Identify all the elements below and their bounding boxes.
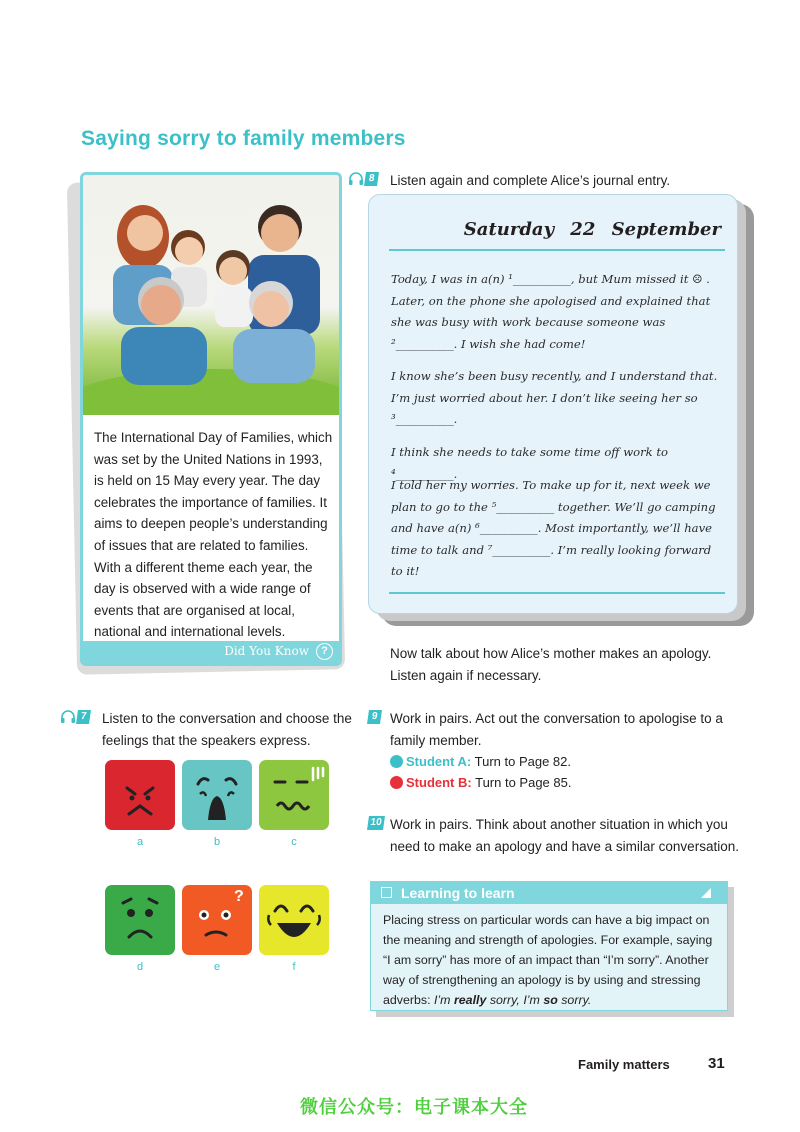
activity-8-instruction: Listen again and complete Alice’s journal entry.: [390, 173, 671, 188]
did-you-know-label: Did You Know: [224, 644, 309, 658]
headphones-icon: [348, 172, 364, 186]
activity-9-number: 9: [367, 710, 382, 724]
checkbox-icon: [381, 887, 392, 898]
did-you-know-text: The International Day of Families, which was set by the United Nations in 1993, is held on 15 May every year. The day celebrates the importance of families. It aims to deepen people’s understanding of issues that are related to families. With a different theme each year, the day is observed with a wide range of events that are organised at local, national and international levels.: [94, 430, 333, 640]
student-a-text: Turn to Page 82.: [474, 754, 571, 769]
example-2-post: sorry.: [561, 993, 592, 1007]
example-1-post: sorry,: [489, 993, 520, 1007]
angry-face-icon[interactable]: [105, 760, 175, 830]
face-label-e: e: [213, 961, 221, 973]
confused-face-icon[interactable]: [182, 885, 252, 955]
activity-10-number: 10: [367, 816, 385, 830]
journal-paragraph-2: I know she’s been busy recently, and I understand that. I’m just worried about her. I don’t like seeing her so ³__________.: [391, 369, 718, 426]
journal-paragraph-3: I think she needs to take some time off work to ⁴__________.: [391, 445, 669, 481]
page-number: 31: [708, 1055, 725, 1072]
journal-paragraph-4: I told her my worries. To make up for it, next week we plan to go to the ⁵__________ together. We’ll go camping and have a(n) ⁶__________. Most importantly, we’ll have time to talk and ⁷__________. I’m really looking forward to it!: [391, 478, 716, 578]
face-label-b: b: [213, 836, 221, 848]
headphones-icon: [60, 710, 76, 724]
activity-8-marker: [348, 172, 378, 186]
example-2-pre: I’m: [523, 993, 540, 1007]
footer-unit-title: Family matters: [578, 1057, 670, 1072]
example-2-stress: so: [543, 993, 558, 1007]
did-you-know-card: [80, 172, 342, 666]
svg-text:?: ?: [234, 888, 244, 905]
learning-to-learn-box: [370, 881, 728, 1011]
family-photo: [83, 175, 339, 415]
student-a-icon: [390, 755, 403, 768]
activity-9-instruction: Work in pairs. Act out the conversation to apologise to a family member.: [390, 711, 723, 748]
journal-rule-top: [389, 249, 725, 251]
student-b-text: Turn to Page 85.: [475, 775, 572, 790]
learning-box-text: Placing stress on particular words can have a big impact on the meaning and strength of apologies. For example, saying “I am sorry” has more of an impact than “I’m sorry”. Another way of strengthening an apology is by using and stressing adverbs:: [383, 913, 713, 1007]
watermark: 微信公众号：电子课本大全: [300, 1097, 528, 1117]
student-b-line: [390, 772, 571, 794]
face-label-d: d: [136, 961, 144, 973]
student-b-label: Student B:: [406, 775, 472, 790]
example-1-pre: I’m: [433, 993, 451, 1007]
worried-face-icon[interactable]: [105, 885, 175, 955]
activity-10-marker: [368, 816, 384, 830]
activity-9-marker: [368, 710, 381, 724]
crying-face-icon[interactable]: [182, 760, 252, 830]
journal-date: Saturday 22 September: [463, 219, 721, 240]
face-label-a: a: [136, 836, 144, 848]
activity-7-number: 7: [76, 710, 91, 724]
nervous-face-icon[interactable]: [259, 760, 329, 830]
learning-box-title: Learning to learn: [401, 885, 515, 901]
activity-10-instruction: Work in pairs. Think about another situation in which you need to make an apology and have a similar conversation.: [390, 817, 739, 854]
did-you-know-footer: [83, 641, 339, 663]
journal-paragraph-1: Today, I was in a(n) ¹__________, but Mum missed it ☹ . Later, on the phone she apologised and explained that she was busy with work because someone was ²__________. I wish she had come!: [391, 272, 711, 351]
happy-face-icon[interactable]: [259, 885, 329, 955]
activity-7-instruction: Listen to the conversation and choose the feelings that the speakers express.: [102, 711, 352, 748]
activity-7-marker: [60, 710, 90, 724]
learning-box-header: [371, 882, 727, 904]
student-b-icon: [390, 776, 403, 789]
corner-triangle-icon: [701, 888, 711, 898]
student-a-label: Student A:: [406, 754, 472, 769]
journal-entry: [368, 194, 738, 614]
student-a-line: [390, 751, 571, 773]
activity-8-follow-up: Now talk about how Alice’s mother makes an apology. Listen again if necessary.: [390, 646, 712, 683]
activity-8-number: 8: [364, 172, 379, 186]
face-label-c: c: [291, 836, 297, 848]
journal-rule-bottom: [389, 592, 725, 594]
example-1-stress: really: [453, 993, 487, 1007]
learning-box-body: [383, 910, 719, 1010]
section-title: Saying sorry to family members: [81, 127, 406, 150]
face-label-f: f: [292, 961, 296, 973]
question-icon: ?: [316, 643, 333, 660]
